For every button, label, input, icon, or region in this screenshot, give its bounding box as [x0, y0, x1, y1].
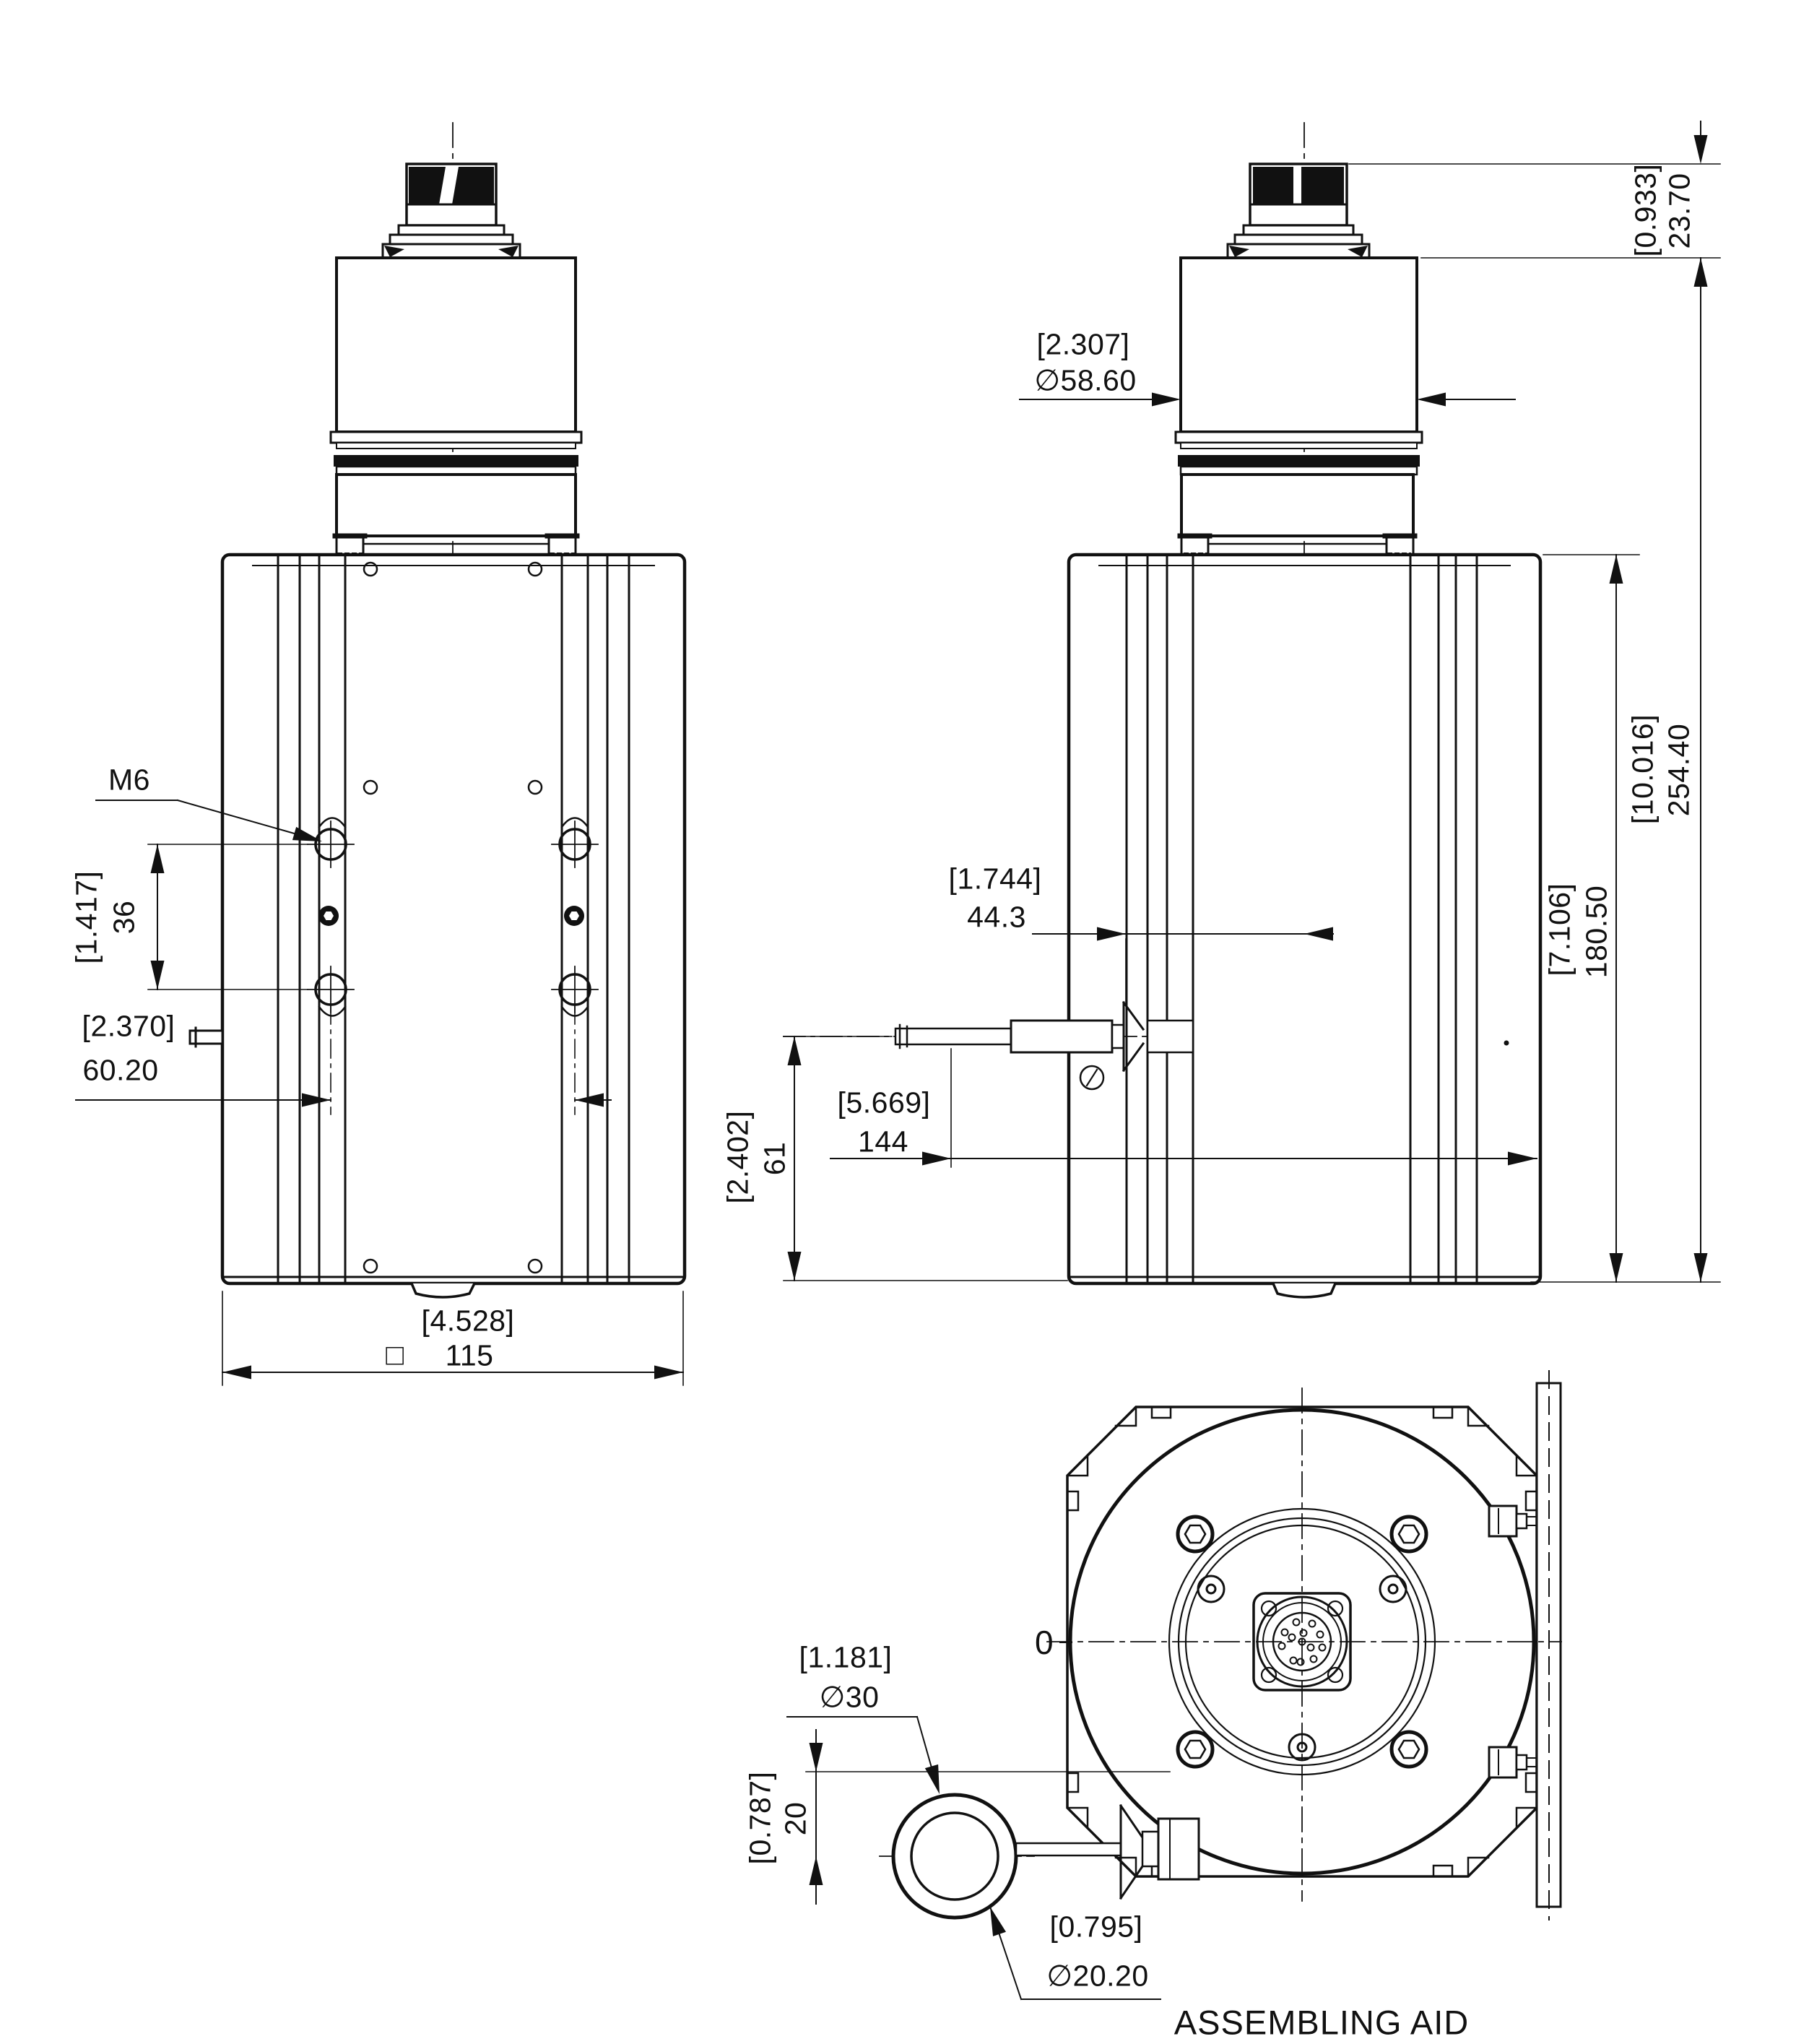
aid-axis-mm: 61	[758, 1141, 791, 1176]
side-connector	[1228, 164, 1369, 258]
front-bottom-tab	[412, 1283, 474, 1297]
side-body	[1069, 555, 1540, 1283]
neck-dia-inch: [2.307]	[1036, 327, 1130, 361]
datum-zero-label: 0	[1034, 1624, 1054, 1661]
eyelet-bore-mm: ∅20.20	[1046, 1959, 1149, 1993]
side-bottom-tab	[1273, 1283, 1335, 1297]
hole-offset-inch: [2.370]	[82, 1009, 175, 1043]
front-aid-pin-stub	[190, 1028, 222, 1047]
front-neck	[337, 258, 576, 432]
eyelet-offset-inch: [0.787]	[743, 1771, 777, 1865]
front-collar	[337, 475, 576, 536]
connector-height-inch: [0.933]	[1628, 163, 1662, 257]
hole-pitch-mm: 36	[107, 900, 141, 935]
connector-height-mm: 23.70	[1662, 173, 1696, 249]
front-connector	[383, 164, 520, 258]
front-collar-feet	[335, 536, 577, 555]
bottom-right-plate	[1537, 1371, 1561, 1920]
side-body-dot	[1504, 1041, 1509, 1046]
bottom-view	[787, 1371, 1561, 1999]
neck-dia-mm: ∅58.60	[1034, 363, 1137, 397]
aid-offset-mm: 44.3	[967, 900, 1026, 934]
aid-length-inch: [5.669]	[837, 1086, 931, 1120]
front-ring-section	[331, 432, 581, 475]
m6-label: M6	[108, 763, 150, 797]
eyelet-outer-mm: ∅30	[819, 1680, 880, 1714]
aid-offset-inch: [1.744]	[948, 862, 1042, 896]
assembling-aid-caption: ASSEMBLING AID	[1174, 2003, 1470, 2042]
side-collar-feet	[1180, 536, 1415, 555]
side-view	[784, 121, 1720, 1297]
hole-offset-mm: 60.20	[82, 1053, 159, 1087]
width-square-symbol: □	[386, 1338, 404, 1372]
eyelet-offset-mm: 20	[778, 1801, 812, 1836]
front-body	[222, 555, 685, 1283]
hole-pitch-inch: [1.417]	[69, 870, 103, 964]
aid-axis-inch: [2.402]	[721, 1110, 755, 1204]
body-height-mm: 180.50	[1579, 885, 1613, 979]
total-height-mm: 254.40	[1662, 723, 1696, 817]
body-height-inch: [7.106]	[1543, 883, 1576, 976]
width-inch: [4.528]	[421, 1304, 515, 1338]
eyelet-outer-inch: [1.181]	[799, 1640, 893, 1674]
side-neck	[1181, 258, 1417, 432]
eyelet-bore-inch: [0.795]	[1049, 1910, 1143, 1944]
aid-length-mm: 144	[858, 1125, 908, 1159]
front-view	[76, 123, 685, 1385]
total-height-inch: [10.016]	[1626, 714, 1660, 825]
side-ring-section	[1176, 432, 1422, 475]
width-mm: 115	[445, 1338, 494, 1372]
side-collar	[1181, 475, 1413, 536]
